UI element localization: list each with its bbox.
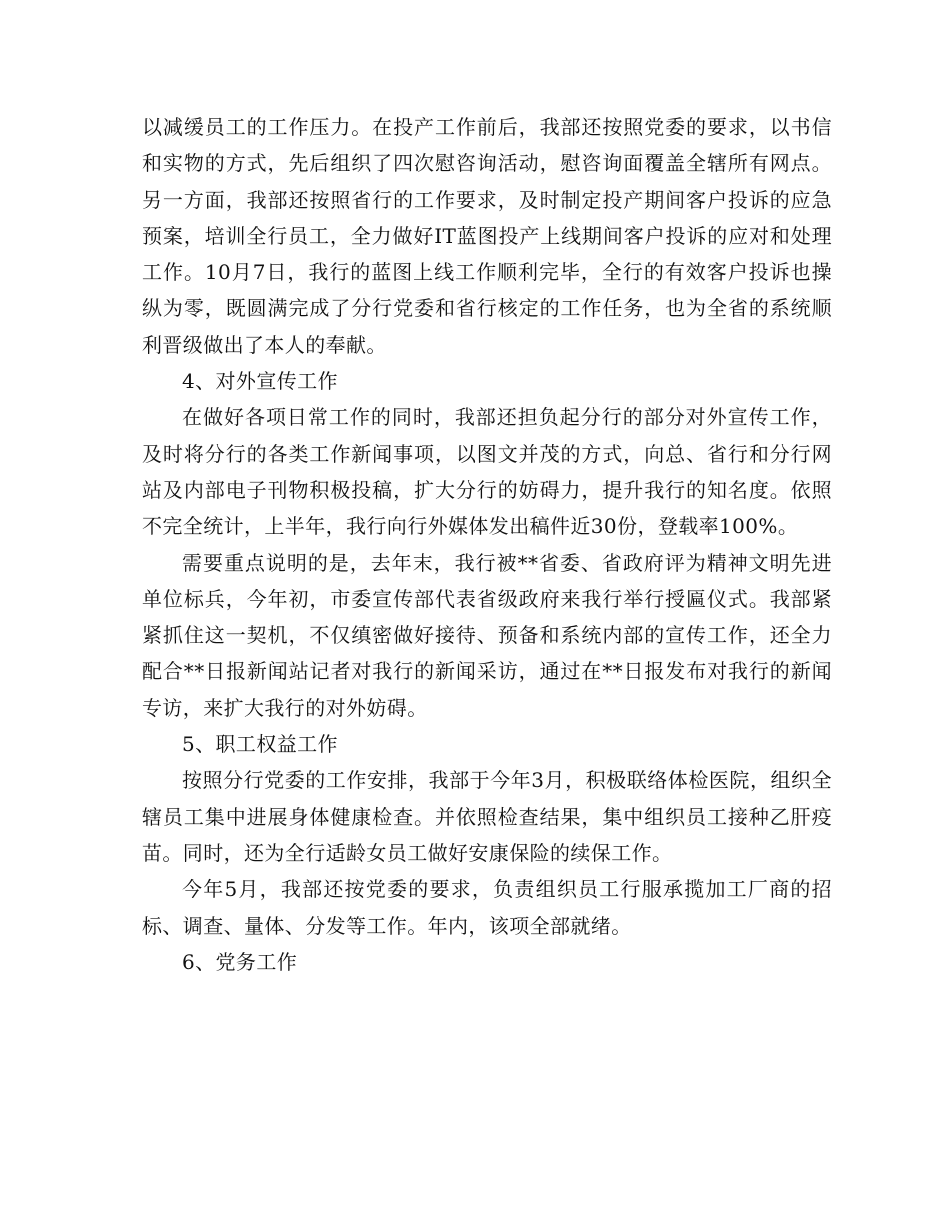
paragraph-publicity-work: 在做好各项日常工作的同时，我部还担负起分行的部分对外宣传工作，及时将分行的各类工作新闻事项，以图文并茂的方式，向总、省行和分行网站及内部电子刊物积极投稿，扩大分行的妨碍力，提升我行的知名度。依照不完全统计，上半年，我行向行外媒体发出稿件近30份，登载率100%。 [142, 405, 832, 539]
paragraph-health-check: 按照分行党委的工作安排，我部于今年3月，积极联络体检医院，组织全辖员工集中进展身体健康检查。并依照检查结果，集中组织员工接种乙肝疫苗。同时，还为全行适龄女员工做好安康保险的续保工作。 [142, 768, 832, 865]
paragraph-uniform-procurement: 今年5月，我部还按党委的要求，负责组织员工行服承揽加工厂商的招标、调查、量体、分发等工作。年内，该项全部就绪。 [142, 877, 832, 938]
document-body [142, 109, 832, 980]
section-heading-party-affairs: 6、党务工作 [182, 949, 298, 974]
paragraph-investment-work: 以减缓员工的工作压力。在投产工作前后，我部还按照党委的要求，以书信和实物的方式，先后组织了四次慰咨询活动，慰咨询面覆盖全辖所有网点。另一方面，我部还按照省行的工作要求，及时制定投产期间客户投诉的应急预案，培训全行员工，全力做好IT蓝图投产上线期间客户投诉的应对和处理工作。10月7日，我行的蓝图上线工作顺利完毕，全行的有效客户投诉也操纵为零，既圆满完成了分行党委和省行核定的工作任务，也为全省的系统顺利晋级做出了本人的奉献。 [142, 115, 832, 357]
section-heading-employee-rights: 5、职工权益工作 [182, 732, 338, 757]
paragraph-civilization-award: 需要重点说明的是，去年末，我行被**省委、省政府评为精神文明先进单位标兵，今年初，市委宣传部代表省级政府来我行举行授匾仪式。我部紧紧抓住这一契机，不仅缜密做好接待、预备和系统内部的宣传工作，还全力配合**日报新闻站记者对我行的新闻采访，通过在**日报发布对我行的新闻专访，来扩大我行的对外妨碍。 [142, 550, 832, 720]
section-heading-external-publicity: 4、对外宣传工作 [182, 369, 338, 394]
